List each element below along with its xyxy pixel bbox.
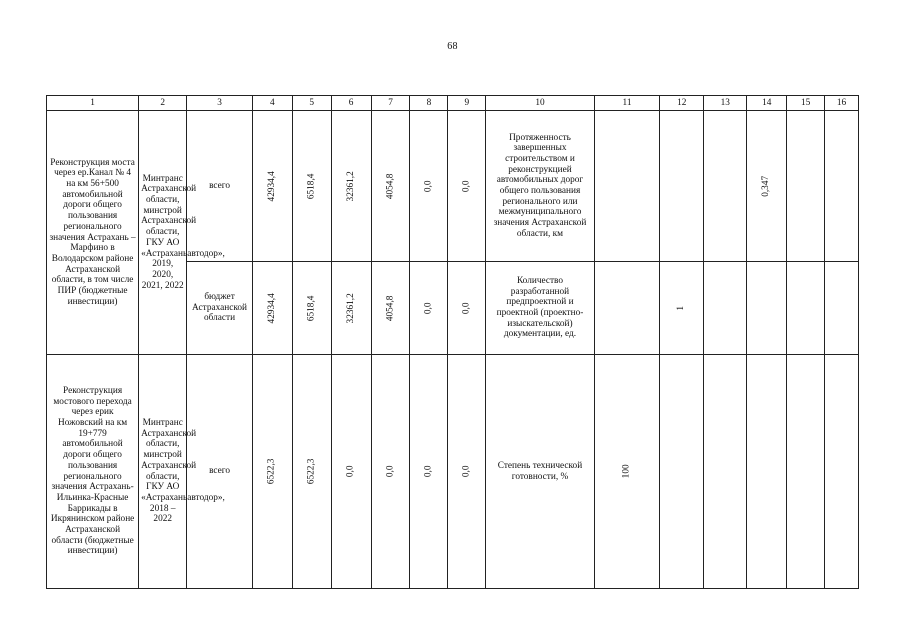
program-table <box>46 95 859 589</box>
value-cell <box>660 262 704 355</box>
column-header: 15 <box>787 96 825 111</box>
value-cell <box>704 262 747 355</box>
value-cell <box>252 355 292 589</box>
value-cell <box>594 111 660 262</box>
value-col8: 0,0 <box>423 302 434 314</box>
value-cell <box>448 111 486 262</box>
value-cell <box>704 355 747 589</box>
column-header: 11 <box>594 96 660 111</box>
value-cell <box>747 111 787 262</box>
project-name: Реконструкция мостового перехода через ерик Ножовский на км 19+779 автомобильной дороги общего пользования регионального значения Астрахань-Ильинка-Красные Баррикады в Икрянинском районе Астраханской области (бюджетные инвестиции) <box>50 386 135 557</box>
value-cell <box>448 355 486 589</box>
indicator-text: Протяженность завершенных строительством и реконструкцией автомобильных дорог общего пользования регионального или межмуниципального значения Астраханской области, км <box>493 132 587 239</box>
funding-source: всего <box>187 111 253 262</box>
value-col5: 6522,3 <box>306 458 317 485</box>
column-header: 7 <box>371 96 410 111</box>
value-cell <box>660 111 704 262</box>
column-header: 6 <box>331 96 371 111</box>
value-cell <box>371 111 410 262</box>
value-cell <box>825 355 859 589</box>
value-col7: 4054,8 <box>385 173 396 199</box>
value-col9: 0,0 <box>461 180 472 192</box>
table-row <box>47 111 859 262</box>
executor-text: Минтранс Астраханской области, минстрой Астраханской области, ГКУ АО «Астраханьавтодор», 2019, 2020, 2021, 2022 <box>141 173 225 291</box>
table-row <box>47 355 859 589</box>
value-cell <box>292 355 331 589</box>
value-col5: 6518,4 <box>306 295 317 321</box>
project-name-cell <box>47 355 139 589</box>
value-col7: 0,0 <box>385 465 396 478</box>
indicator-text: Степень технической готовности, % <box>497 460 583 482</box>
value-cell <box>448 262 486 355</box>
value-col12: 1 <box>676 305 687 311</box>
value-cell <box>787 355 825 589</box>
value-col4: 42934,4 <box>266 292 277 324</box>
funding-source: всего <box>187 355 253 589</box>
value-col9: 0,0 <box>461 465 472 478</box>
column-header: 9 <box>448 96 486 111</box>
value-col4: 6522,3 <box>266 458 277 485</box>
column-header: 8 <box>410 96 448 111</box>
value-col6: 0,0 <box>345 465 356 478</box>
value-cell <box>292 111 331 262</box>
value-col11: 100 <box>621 464 632 479</box>
value-cell <box>825 262 859 355</box>
value-cell <box>331 355 371 589</box>
column-header: 10 <box>486 96 595 111</box>
value-cell <box>787 262 825 355</box>
value-cell <box>371 355 410 589</box>
executor-text: Минтранс Астраханской области, минстрой Астраханской области, ГКУ АО «Астраханьавтодор», 2018 – 2022 <box>141 418 225 525</box>
column-header: 4 <box>252 96 292 111</box>
project-name: Реконструкция моста через ер.Канал № 4 на км 56+500 автомобильной дороги общего пользования регионального значения Астрахань – Марфино в Володарском районе Астраханской области, в том числе ПИР (бюджетные инвестиции) <box>49 157 136 307</box>
column-header: 12 <box>660 96 704 111</box>
column-header: 3 <box>187 96 253 111</box>
value-col8: 0,0 <box>423 465 434 478</box>
value-cell <box>787 111 825 262</box>
value-col4: 42934,4 <box>266 170 277 202</box>
column-header: 14 <box>747 96 787 111</box>
indicator-cell <box>486 111 595 262</box>
value-col14: 0,347 <box>761 175 772 197</box>
value-col6: 32361,2 <box>345 170 356 202</box>
column-header: 16 <box>825 96 859 111</box>
indicator-cell <box>486 262 595 355</box>
funding-source: бюджет Астраханской области <box>187 262 253 355</box>
value-cell <box>825 111 859 262</box>
value-col9: 0,0 <box>461 302 472 314</box>
value-cell <box>252 262 292 355</box>
value-cell <box>371 262 410 355</box>
value-cell <box>594 262 660 355</box>
value-cell <box>410 355 448 589</box>
column-header: 13 <box>704 96 747 111</box>
value-col7: 4054,8 <box>385 295 396 321</box>
column-header: 2 <box>139 96 187 111</box>
indicator-text: Количество разработанной предпроектной и проектной (проектно-изыскательской) документации, ед. <box>496 275 584 340</box>
value-cell <box>410 111 448 262</box>
value-cell <box>331 262 371 355</box>
value-cell <box>704 111 747 262</box>
project-name-cell <box>47 111 139 355</box>
indicator-cell <box>486 355 595 589</box>
value-cell <box>252 111 292 262</box>
value-cell <box>292 262 331 355</box>
value-cell <box>660 355 704 589</box>
value-cell <box>594 355 660 589</box>
value-col6: 32361,2 <box>345 292 356 324</box>
value-col8: 0,0 <box>423 180 434 192</box>
page-number: 68 <box>447 41 458 52</box>
column-header: 1 <box>47 96 139 111</box>
header-row <box>47 96 859 111</box>
value-cell <box>331 111 371 262</box>
value-cell <box>747 262 787 355</box>
value-col5: 6518,4 <box>306 173 317 199</box>
column-header: 5 <box>292 96 331 111</box>
value-cell <box>747 355 787 589</box>
value-cell <box>410 262 448 355</box>
